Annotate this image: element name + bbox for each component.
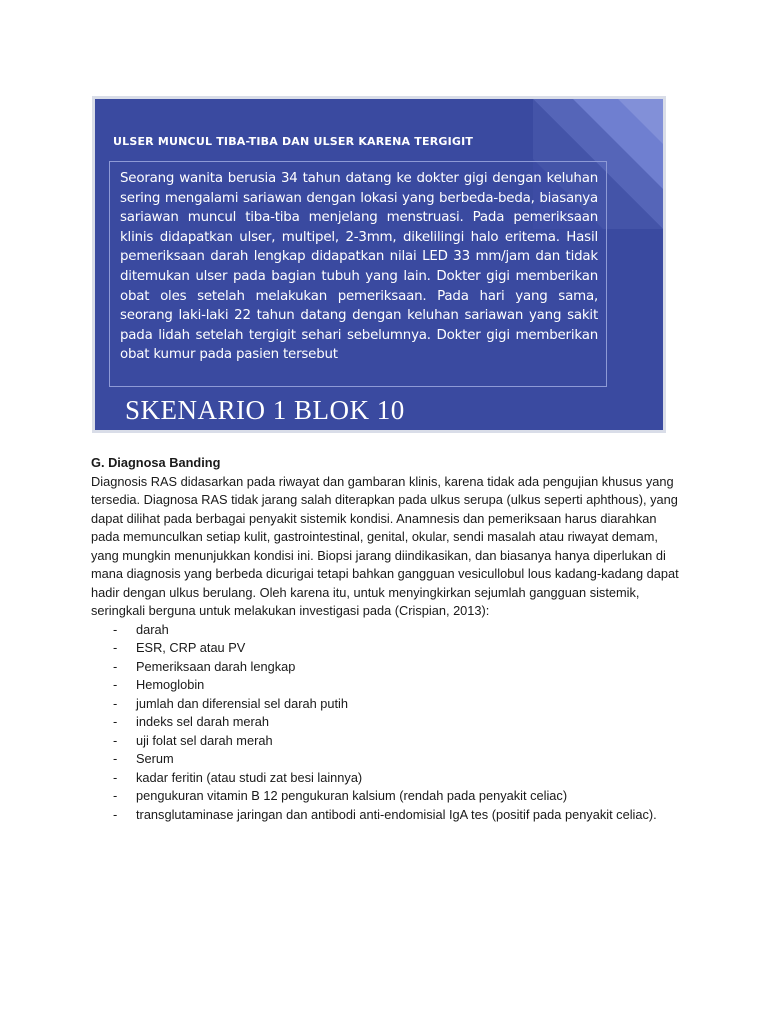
- list-item-text: transglutaminase jaringan dan antibodi anti-endomisial IgA tes (positif pada penyakit celiac).: [136, 806, 657, 822]
- list-item-text: ESR, CRP atau PV: [136, 640, 246, 655]
- investigation-list: [91, 621, 681, 825]
- bullet-dash: -: [113, 621, 118, 637]
- list-item-text: jumlah dan diferensial sel darah putih: [136, 695, 348, 711]
- bullet-dash: -: [113, 806, 118, 822]
- list-item-text: pengukuran vitamin B 12 pengukuran kalsium (rendah pada penyakit celiac): [136, 788, 568, 803]
- list-item-text: kadar feritin (atau studi zat besi lainnya): [136, 769, 363, 785]
- list-item-text: Hemoglobin: [136, 677, 205, 692]
- list-item: [91, 787, 681, 806]
- list-item-text: uji folat sel darah merah: [136, 732, 273, 748]
- bullet-dash: -: [113, 658, 118, 674]
- body-paragraph: Diagnosis RAS didasarkan pada riwayat dan gambaran klinis, karena tidak ada pengujian khusus yang tersedia. Diagnosa RAS tidak jarang salah diterapkan pada ulkus serupa (ulkus seperti aphthous), yang dapat dilihat pada berbagai penyakit sistemik kondisi. Anamnesis dan pemeriksaan harus diarahkan pada memunculkan setiap kulit, gastrointestinal, genital, okular, sendi masalah atau riwayat demam, yang mungkin menunjukkan kondisi ini. Biopsi jarang diindikasikan, dan biasanya hanya diperlukan di mana diagnosis yang berbeda dicurigai tetapi bahkan gangguan vesicullobul lous kadang-kadang dapat hadir dengan ulkus berulang. Oleh karena itu, untuk menyingkirkan sejumlah gangguan sistemik, seringkali berguna untuk melakukan investigasi pada (Crispian, 2013):: [91, 473, 679, 618]
- bullet-dash: -: [113, 714, 118, 729]
- list-item-text: indeks sel darah merah: [136, 714, 270, 729]
- list-item: [91, 750, 681, 769]
- bullet-dash: -: [113, 640, 118, 655]
- scenario-text-box: [109, 161, 607, 387]
- list-item: [91, 769, 681, 788]
- slide-title: ULSER MUNCUL TIBA-TIBA DAN ULSER KARENA TERGIGIT: [113, 135, 474, 148]
- slide-background: [95, 99, 663, 430]
- document-body: [91, 454, 681, 824]
- bullet-dash: -: [113, 677, 118, 692]
- list-item: [91, 658, 681, 677]
- list-item: [91, 639, 681, 658]
- list-item: [91, 695, 681, 714]
- list-item-text: darah: [136, 621, 169, 637]
- scenario-slide-image: [92, 96, 666, 433]
- list-item: [91, 732, 681, 751]
- slide-footer: SKENARIO 1 BLOK 10: [125, 395, 405, 425]
- list-item: [91, 676, 681, 695]
- bullet-dash: -: [113, 788, 118, 803]
- section-heading: G. Diagnosa Banding: [91, 455, 221, 470]
- scenario-text: Seorang wanita berusia 34 tahun datang ke dokter gigi dengan keluhan sering mengalami sariawan dengan lokasi yang berbeda-beda, biasanya sariawan muncul tiba-tiba menjelang menstruasi. Pada pemeriksaan klinis didapatkan ulser, multipel, 2-3mm, dikelilingi halo eritema. Hasil pemeriksaan darah lengkap didapatkan nilai LED 33 mm/jam dan tidak ditemukan ulser pada bagian tubuh yang lain. Dokter gigi memberikan obat oles setelah melakukan pemeriksaan. Pada hari yang sama, seorang laki-laki 22 tahun datang dengan keluhan sariawan yang sakit pada lidah setelah tergigit sehari sebelumnya. Dokter gigi memberikan obat kumur pada pasien tersebut: [120, 171, 598, 363]
- list-item-text: Serum: [136, 751, 174, 766]
- bullet-dash: -: [113, 732, 118, 748]
- bullet-dash: -: [113, 695, 118, 711]
- list-item: [91, 621, 681, 640]
- list-item: [91, 806, 681, 825]
- bullet-dash: -: [113, 751, 118, 766]
- bullet-dash: -: [113, 769, 118, 785]
- list-item: [91, 713, 681, 732]
- list-item-text: Pemeriksaan darah lengkap: [136, 658, 296, 674]
